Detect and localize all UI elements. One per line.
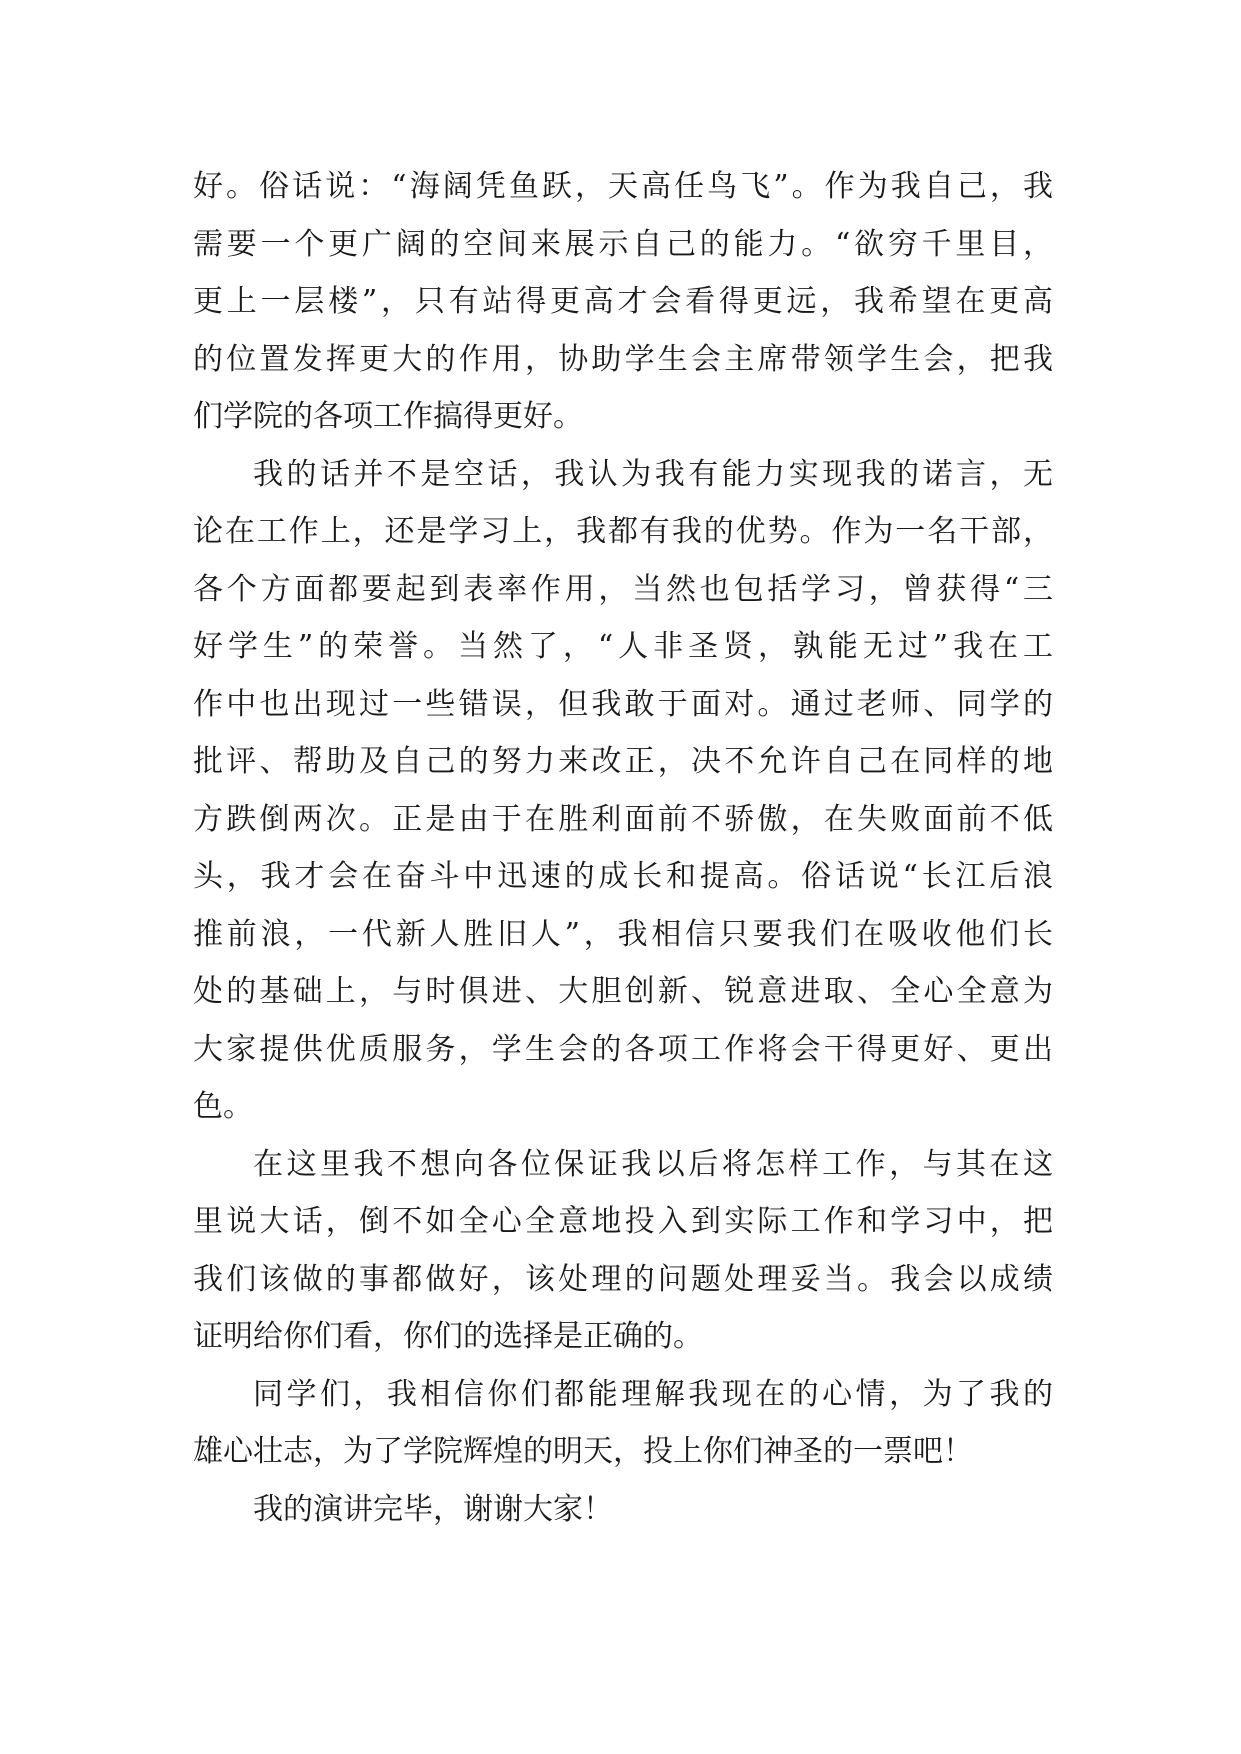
text-line: 雄心壮志，为了学院辉煌的明天，投上你们神圣的一票吧！ bbox=[193, 1434, 973, 1469]
text-line: 处的基础上，与时俱进、大胆创新、锐意进取、全心全意为 bbox=[193, 974, 1053, 1009]
speech-text bbox=[193, 158, 1053, 1538]
text-line: 我们该做的事都做好，该处理的问题处理妥当。我会以成绩 bbox=[193, 1261, 1053, 1297]
text-line: 在这里我不想向各位保证我以后将怎样工作，与其在这 bbox=[253, 1146, 1053, 1182]
text-line: 好学生”的荣誉。当然了，“人非圣贤，孰能无过”我在工 bbox=[193, 629, 1053, 664]
text-line: 的位置发挥更大的作用，协助学生会主席带领学生会，把我 bbox=[193, 341, 1053, 377]
text-line: 方跌倒两次。正是由于在胜利面前不骄傲，在失败面前不低 bbox=[193, 801, 1053, 837]
text-line: 里说大话，倒不如全心全意地投入到实际工作和学习中，把 bbox=[193, 1204, 1053, 1239]
text-line: 推前浪，一代新人胜旧人”，我相信只要我们在吸收他们长 bbox=[193, 916, 1053, 952]
text-line: 同学们，我相信你们都能理解我现在的心情，为了我的 bbox=[253, 1376, 1053, 1412]
text-line: 论在工作上，还是学习上，我都有我的优势。作为一名干部， bbox=[193, 514, 1053, 549]
text-line: 需要一个更广阔的空间来展示自己的能力。“欲穷千里目， bbox=[193, 226, 1053, 262]
text-line: 好。俗话说：“海阔凭鱼跃，天高任鸟飞”。作为我自己，我 bbox=[193, 169, 1053, 204]
text-line: 更上一层楼”，只有站得更高才会看得更远，我希望在更高 bbox=[193, 284, 1053, 319]
text-line: 作中也出现过一些错误，但我敢于面对。通过老师、同学的 bbox=[193, 686, 1053, 722]
text-line: 们学院的各项工作搞得更好。 bbox=[193, 399, 583, 434]
text-line: 证明给你们看，你们的选择是正确的。 bbox=[193, 1319, 703, 1354]
text-line: 头，我才会在奋斗中迅速的成长和提高。俗话说“长江后浪 bbox=[193, 859, 1053, 894]
text-line: 我的演讲完毕，谢谢大家！ bbox=[253, 1491, 613, 1527]
text-line: 大家提供优质服务，学生会的各项工作将会干得更好、更出 bbox=[193, 1031, 1053, 1067]
text-line: 色。 bbox=[193, 1089, 253, 1124]
text-line: 批评、帮助及自己的努力来改正，决不允许自己在同样的地 bbox=[193, 744, 1053, 779]
text-line: 我的话并不是空话，我认为我有能力实现我的诺言，无 bbox=[253, 456, 1053, 492]
text-line: 各个方面都要起到表率作用，当然也包括学习，曾获得“三 bbox=[193, 571, 1053, 607]
